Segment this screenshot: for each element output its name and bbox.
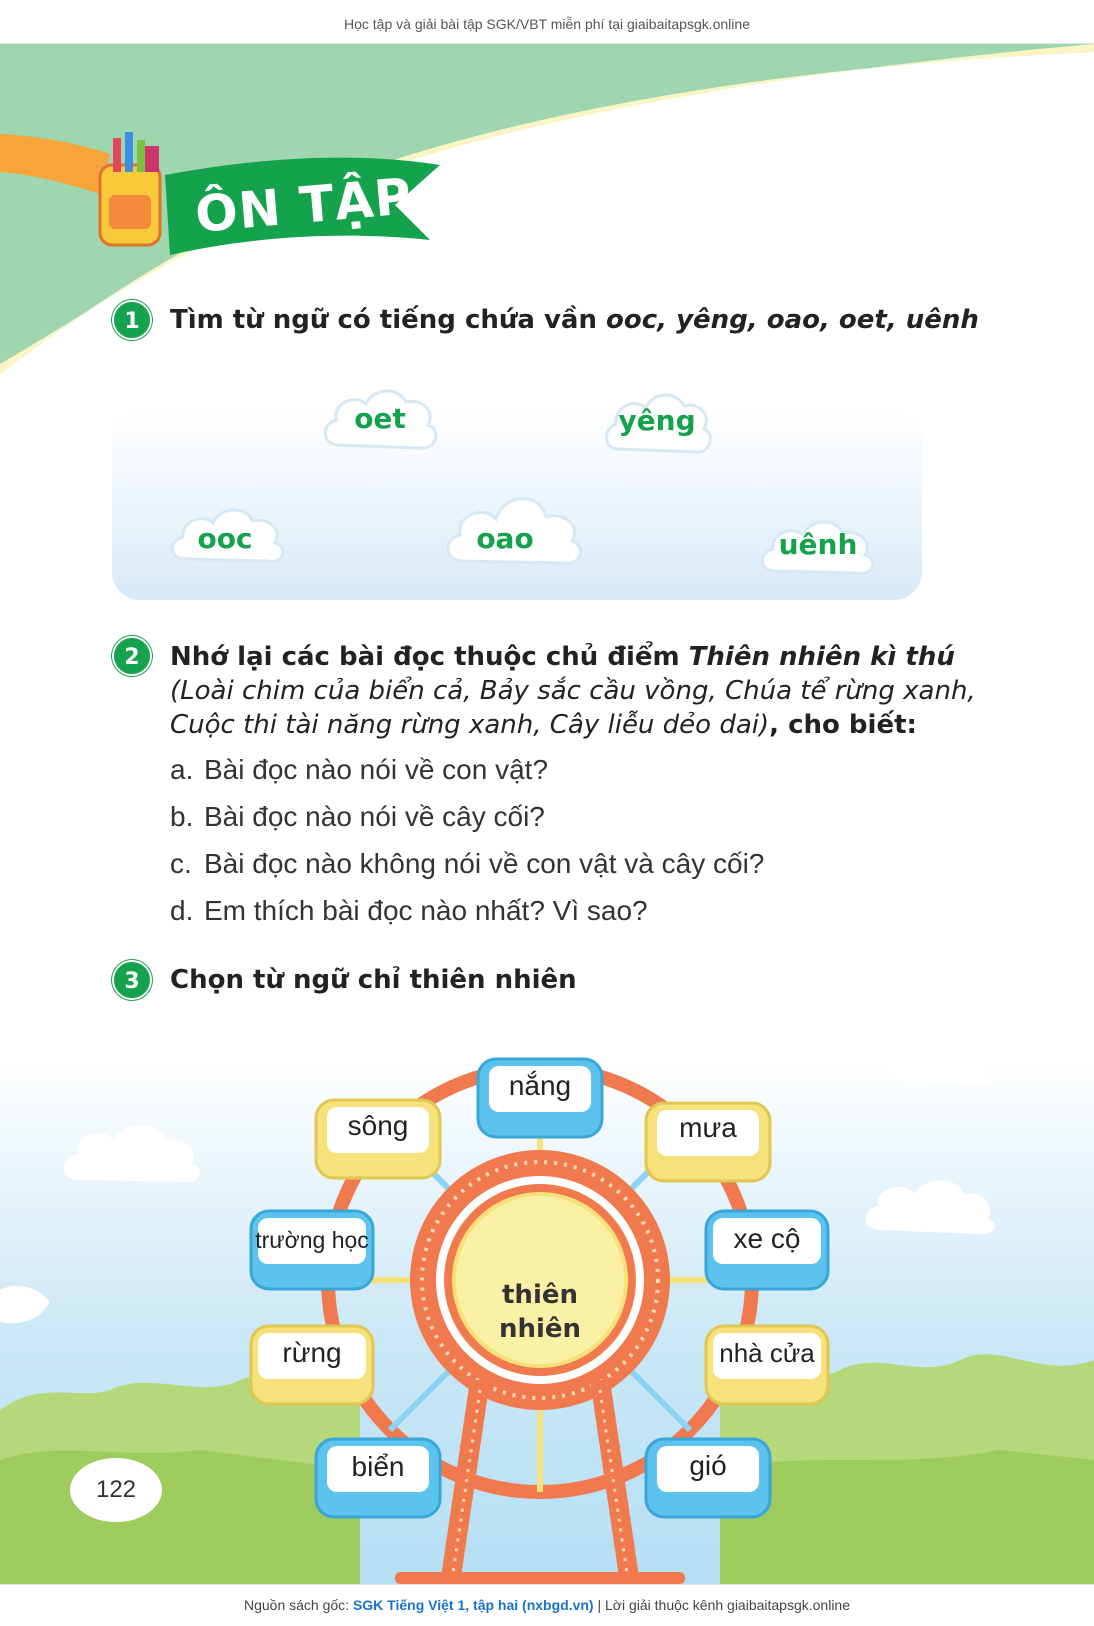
word-nang[interactable]: nắng xyxy=(508,1070,572,1101)
sub-question-a: a. Bài đọc nào nói về con vật? xyxy=(170,754,549,785)
source-header xyxy=(0,0,1094,44)
question-2-list: (Loài chim của biển cả, Bảy sắc cầu vồng, Chúa tể rừng xanh, Cuộc thi tài năng rừng xanh, Cây liễu dẻo dai) xyxy=(170,676,976,740)
word-xe-co[interactable]: xe cộ xyxy=(733,1223,801,1254)
sub-question-d: d. Em thích bài đọc nào nhất? Vì sao? xyxy=(170,895,648,926)
rhyme-uenh: uênh xyxy=(778,528,858,561)
question-2-theme: Thiên nhiên kì thú xyxy=(688,642,955,672)
question-3-number: 3 xyxy=(112,960,152,1000)
question-2-lead: Nhớ lại các bài đọc thuộc chủ điểm xyxy=(170,642,689,672)
question-3-text: Chọn từ ngữ chỉ thiên nhiên xyxy=(170,965,577,995)
question-2-text xyxy=(170,640,1000,742)
sub-question-b: b. Bài đọc nào nói về cây cối? xyxy=(170,801,545,832)
question-1-lead: Tìm từ ngữ có tiếng chứa vần xyxy=(170,305,607,335)
rhyme-oao: oao xyxy=(476,522,534,555)
word-truong-hoc[interactable]: trường học xyxy=(255,1227,369,1253)
wheel-hub-label: thiên nhiên xyxy=(498,1280,582,1344)
rhyme-oet: oet xyxy=(354,402,406,435)
question-1-number: 1 xyxy=(112,300,152,340)
word-gio[interactable]: gió xyxy=(689,1450,727,1481)
question-1-rhymes: ooc, yêng, oao, oet, uênh xyxy=(606,305,979,335)
word-rung[interactable]: rừng xyxy=(282,1337,342,1368)
banner-title: ÔN TẬP xyxy=(192,167,415,244)
word-nha-cua[interactable]: nhà cửa xyxy=(719,1338,815,1368)
footer-prefix: Nguồn sách gốc: xyxy=(243,1597,353,1613)
source-header-text: Học tập và giải bài tập SGK/VBT miễn phí tại giaibaitapsgk.online xyxy=(344,16,750,32)
word-bien[interactable]: biển xyxy=(351,1451,405,1482)
footer-source-link[interactable]: SGK Tiếng Việt 1, tập hai (nxbgd.vn) xyxy=(352,1597,594,1613)
word-song[interactable]: sông xyxy=(347,1110,409,1141)
source-footer xyxy=(0,1584,1094,1626)
rhyme-ooc: ooc xyxy=(197,522,253,555)
word-mua[interactable]: mưa xyxy=(679,1112,737,1143)
question-1-text xyxy=(170,305,979,335)
question-2-tail: , cho biết: xyxy=(769,710,917,740)
rhyme-yeng: yêng xyxy=(618,404,696,437)
backpack-icon xyxy=(100,132,160,245)
page-number: 122 xyxy=(70,1458,162,1522)
question-2-number: 2 xyxy=(112,636,152,676)
footer-suffix: | Lời giải thuộc kênh giaibaitapsgk.online xyxy=(593,1597,851,1613)
sub-question-c: c. Bài đọc nào không nói về con vật và cây cối? xyxy=(170,848,765,879)
